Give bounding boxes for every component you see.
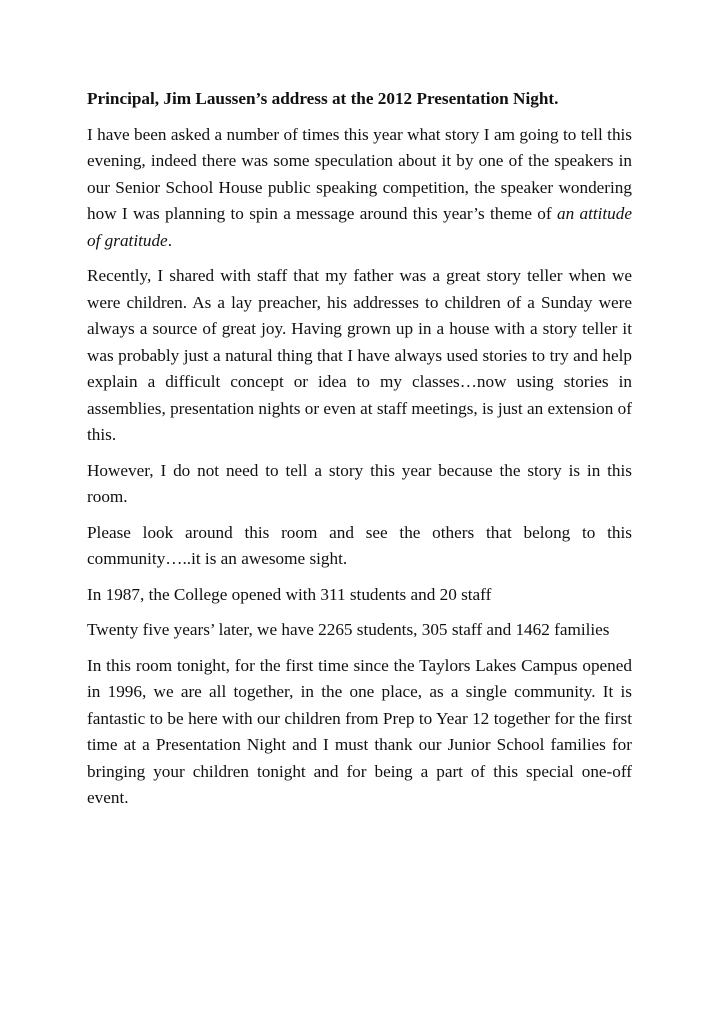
paragraph-1-end: . (167, 230, 172, 250)
theme-phrase: an attitude of gratitude (87, 204, 633, 250)
paragraph-1-text: I have been asked a number of times this year what story I am going to tell this evening, indeed there was some speculation about it by one of the speakers in our Senior School House public speaking competition, the speaker wondering how I was planning to spin a message around this year’s theme of (87, 124, 632, 223)
paragraph-5: In 1987, the College opened with 311 students and 20 staff (87, 584, 492, 604)
paragraph-3: However, I do not need to tell a story this year because the story is in this room. (87, 460, 632, 506)
paragraph-6: Twenty five years’ later, we have 2265 students, 305 staff and 1462 families (87, 620, 610, 639)
paragraph-2: Recently, I shared with staff that my father was a great story teller when we were children. As a lay preacher, his addresses to children of a Sunday were always a source of great joy. Having grown up in a house with a story teller it was probably just a natural thing that I have always used stories to try and help explain a difficult concept or idea to my classes…now using stories in assemblies, presentation nights or even at staff meetings, is just an extension of this. (87, 266, 632, 444)
paragraph-7: In this room tonight, for the first time since the Taylors Lakes Campus opened in 1996, we are all together, in the one place, as a single community. It is fantastic to be here with our children from Prep to Year 12 together for the first time at a Presentation Night and I must thank our Junior School families for bringing your children tonight and for being a part of this special one-off event. (87, 655, 632, 807)
paragraph-4: Please look around this room and see the others that belong to this community…..it is an awesome sight. (87, 522, 632, 568)
document-title: Principal, Jim Laussen’s address at the 2012 Presentation Night. (87, 89, 559, 108)
paragraph-1 (87, 122, 632, 255)
document-page (87, 86, 632, 821)
